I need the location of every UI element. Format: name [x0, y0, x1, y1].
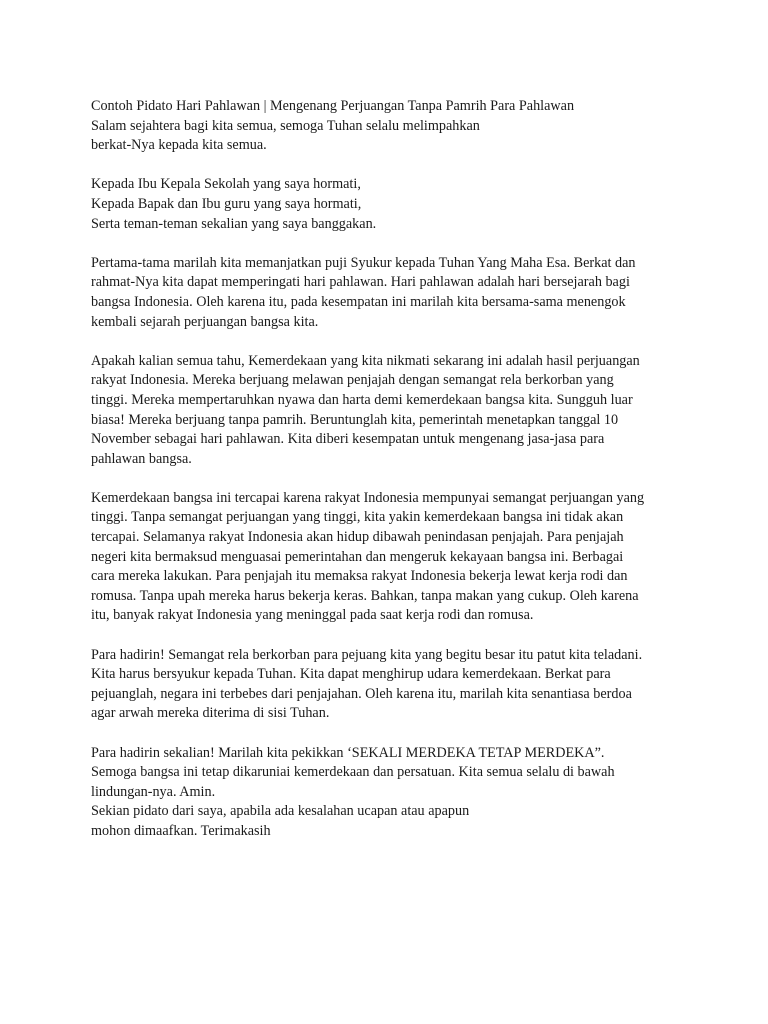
text-line: tinggi. Tanpa semangat perjuangan yang tinggi, kita yakin kemerdekaan bangsa ini tidak akan — [91, 509, 624, 526]
text-line: lindungan-nya. Amin. — [91, 783, 216, 800]
text-line: negeri kita bermaksud menguasai pemerintahan dan mengeruk kekayaan bangsa ini. Berbagai — [91, 548, 624, 565]
text-line: mohon dimaafkan. Terimakasih — [91, 822, 271, 839]
salutation-line: Kepada Bapak dan Ibu guru yang saya hormati, — [91, 195, 362, 212]
intro-paragraph — [91, 97, 691, 156]
text-line: kembali sejarah perjuangan bangsa kita. — [91, 313, 319, 330]
text-line: Kita harus bersyukur kepada Tuhan. Kita dapat menghirup udara kemerdekaan. Berkat para — [91, 666, 611, 683]
closing-paragraph — [91, 744, 691, 842]
opening-paragraph — [91, 254, 691, 332]
document-title: Contoh Pidato Hari Pahlawan | Mengenang Perjuangan Tanpa Pamrih Para Pahlawan — [91, 98, 575, 114]
text-line: Semoga bangsa ini tetap dikaruniai kemerdekaan dan persatuan. Kita semua selalu di bawah — [91, 764, 615, 781]
body-paragraph-2 — [91, 489, 691, 626]
body-paragraph-1 — [91, 352, 691, 470]
text-line: itu, banyak rakyat Indonesia yang meninggal pada saat kerja rodi dan romusa. — [91, 607, 534, 624]
text-line: Para hadirin! Semangat rela berkorban para pejuang kita yang begitu besar itu patut kita teladani. — [91, 646, 643, 663]
salutation-line: Kepada Ibu Kepala Sekolah yang saya hormati, — [91, 176, 361, 193]
text-line: Sekian pidato dari saya, apabila ada kesalahan ucapan atau apapun — [91, 803, 470, 820]
text-line: romusa. Tanpa upah mereka harus bekerja keras. Bahkan, tanpa makan yang cukup. Oleh karena — [91, 587, 639, 604]
text-line: Apakah kalian semua tahu, Kemerdekaan yang kita nikmati sekarang ini adalah hasil perjuangan — [91, 352, 640, 369]
greeting-line: berkat-Nya kepada kita semua. — [91, 137, 267, 154]
text-line: biasa! Mereka berjuang tanpa pamrih. Beruntunglah kita, pemerintah menetapkan tanggal 10 — [91, 411, 619, 428]
text-line: bangsa Indonesia. Oleh karena itu, pada kesempatan ini marilah kita bersama-sama menengok — [91, 293, 626, 310]
text-line: tinggi. Mereka mempertaruhkan nyawa dan harta demi kemerdekaan bangsa kita. Sungguh luar — [91, 391, 633, 408]
document-page — [91, 97, 691, 861]
text-line: Pertama-tama marilah kita memanjatkan puji Syukur kepada Tuhan Yang Maha Esa. Berkat dan — [91, 254, 636, 271]
text-line: rakyat Indonesia. Mereka berjuang melawan penjajah dengan semangat rela berkorban yang — [91, 372, 614, 389]
text-line: tercapai. Selamanya rakyat Indonesia akan hidup dibawah penindasan penjajah. Para penjajah — [91, 529, 624, 546]
text-line: November sebagai hari pahlawan. Kita diberi kesempatan untuk mengenang jasa-jasa para — [91, 431, 605, 448]
text-line: agar arwah mereka diterima di sisi Tuhan. — [91, 705, 330, 722]
text-line: rahmat-Nya kita dapat memperingati hari pahlawan. Hari pahlawan adalah hari bersejarah bagi — [91, 274, 630, 291]
salutation-paragraph — [91, 175, 691, 234]
text-line: cara mereka lakukan. Para penjajah itu memaksa rakyat Indonesia bekerja lewat kerja rodi dan — [91, 568, 628, 585]
greeting-line: Salam sejahtera bagi kita semua, semoga Tuhan selalu melimpahkan — [91, 117, 480, 134]
text-line: Kemerdekaan bangsa ini tercapai karena rakyat Indonesia mempunyai semangat perjuangan yang — [91, 489, 645, 506]
text-line: pahlawan bangsa. — [91, 450, 192, 467]
body-paragraph-3 — [91, 646, 691, 724]
text-line: Para hadirin sekalian! Marilah kita pekikkan ‘SEKALI MERDEKA TETAP MERDEKA”. — [91, 744, 605, 761]
text-line: pejuanglah, negara ini terbebes dari penjajahan. Oleh karena itu, marilah kita senantiasa berdoa — [91, 685, 632, 702]
salutation-line: Serta teman-teman sekalian yang saya banggakan. — [91, 215, 377, 232]
